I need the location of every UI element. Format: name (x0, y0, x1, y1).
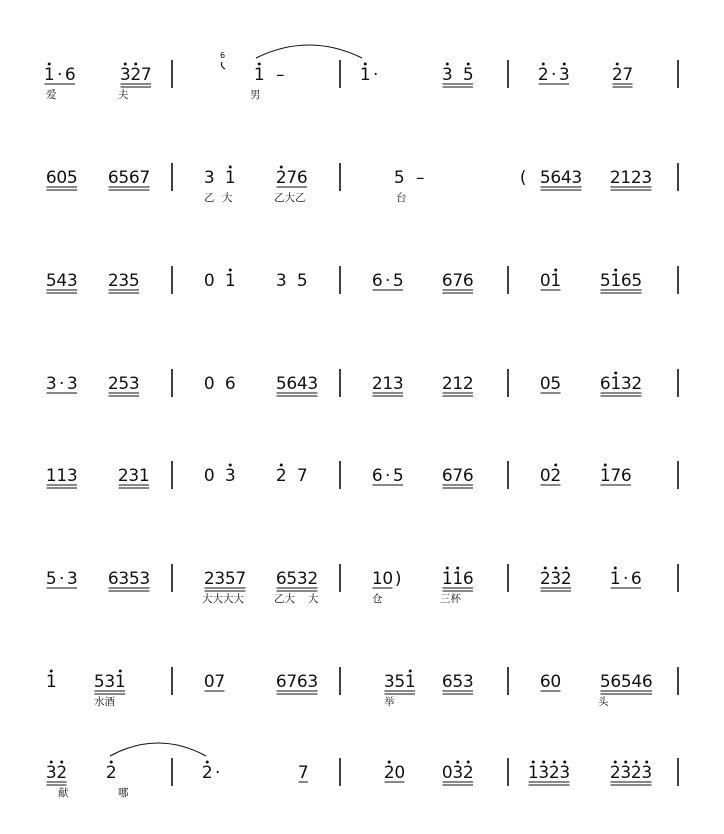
lyric-text: 哪 (118, 787, 129, 799)
note-digit: 2 (609, 763, 621, 783)
note-digit: – (276, 65, 285, 85)
note-digit: 5 (392, 271, 404, 291)
note-digit: 3 (214, 569, 226, 589)
note-digit: 2 (307, 569, 319, 589)
note-digit: 0 (539, 374, 551, 394)
note-digit: 7 (286, 672, 298, 692)
octave-dot (280, 166, 283, 169)
note-digit: 0 (203, 672, 215, 692)
note-digit: 5 (462, 65, 474, 85)
note-digit: 2 (630, 168, 642, 188)
note-digit: 4 (560, 168, 572, 188)
note-digit: 3 (203, 168, 215, 188)
note-digit: 2 (611, 65, 623, 85)
note-digit: 3 (66, 569, 78, 589)
octave-dot (280, 464, 283, 467)
note-digit: 7 (610, 466, 622, 486)
octave-dot (614, 269, 617, 272)
note-digit: 3 (383, 672, 395, 692)
note-digit: 3 (462, 672, 474, 692)
note-digit: 0 (382, 569, 394, 589)
lyric-text: 头 (598, 696, 609, 708)
note-digit: 6 (441, 672, 453, 692)
note-digit: ) (394, 569, 402, 589)
note-digit: 2 (117, 466, 129, 486)
note-digit: 1 (138, 466, 150, 486)
octave-dot (542, 761, 545, 764)
octave-dot (388, 761, 391, 764)
lyric-text: 爱 (46, 89, 57, 101)
note-digit: · (57, 65, 63, 85)
note-digit: 6 (630, 569, 642, 589)
note-digit: 5 (45, 271, 57, 291)
note-digit: 3 (452, 763, 464, 783)
note-digit: 1 (43, 65, 55, 85)
note-digit: 6 (462, 466, 474, 486)
note-digit: 3 (224, 466, 236, 486)
note-digit: 3 (118, 569, 130, 589)
note-digit: 7 (214, 672, 226, 692)
note-digit: 3 (128, 466, 140, 486)
octave-dot (124, 63, 127, 66)
note-digit: 1 (609, 569, 621, 589)
note-digit: 5 (118, 168, 130, 188)
note-digit: 3 (620, 374, 632, 394)
lyric-text: 男 (250, 89, 261, 101)
octave-dot (446, 63, 449, 66)
note-digit: 7 (140, 65, 152, 85)
note-digit: 6 (286, 374, 298, 394)
note-digit: 6 (641, 672, 653, 692)
octave-dot (604, 464, 607, 467)
note-digit: ( (519, 168, 527, 188)
octave-dot (616, 63, 619, 66)
note-digit: 5 (66, 168, 78, 188)
note-digit: 1 (452, 374, 464, 394)
octave-dot (229, 464, 232, 467)
octave-dot (563, 761, 566, 764)
note-digit: 1 (224, 271, 236, 291)
note-digit: 6 (539, 672, 551, 692)
note-digit: 3 (641, 763, 653, 783)
note-digit: 3 (66, 466, 78, 486)
note-digit: 0 (441, 763, 453, 783)
note-digit: 5 (599, 672, 611, 692)
octave-dot (563, 63, 566, 66)
note-digit: · (623, 569, 629, 589)
octave-dot (446, 567, 449, 570)
note-digit: 6 (441, 271, 453, 291)
note-digit: 0 (203, 271, 215, 291)
note-digit: 5 (394, 672, 406, 692)
note-digit: 2 (539, 569, 551, 589)
octave-dot (467, 761, 470, 764)
note-digit: 7 (296, 466, 308, 486)
note-digit: 0 (203, 374, 215, 394)
note-digit: 6 (550, 168, 562, 188)
note-digit: 2 (609, 168, 621, 188)
note-digit: 6 (599, 374, 611, 394)
slur-arc (110, 743, 206, 756)
octave-dot (554, 567, 557, 570)
note-digit: 1 (610, 271, 622, 291)
lyric-text: 夫 (118, 89, 129, 101)
lyric-text: 水酒 (94, 696, 115, 708)
lyric-text: 大 (222, 192, 233, 204)
note-digit: 3 (559, 763, 571, 783)
note-digit: 3 (66, 271, 78, 291)
note-digit: 7 (452, 271, 464, 291)
note-digit: 5 (452, 672, 464, 692)
octave-dot (532, 761, 535, 764)
octave-dot (554, 464, 557, 467)
note-digit: 6 (45, 168, 57, 188)
octave-dot (554, 269, 557, 272)
note-digit: 3 (558, 65, 570, 85)
note-digit: 1 (441, 569, 453, 589)
note-digit: 5 (631, 271, 643, 291)
note-digit: 5 (128, 271, 140, 291)
lyric-text: 乙 (204, 192, 215, 204)
note-digit: 5 (550, 374, 562, 394)
lyric-text: 乙大乙 (274, 192, 306, 204)
note-digit: 2 (130, 65, 142, 85)
note-digit: 3 (392, 374, 404, 394)
note-digit: 6 (64, 65, 76, 85)
note-digit: 3 (538, 763, 550, 783)
octave-dot (467, 63, 470, 66)
octave-dot (229, 269, 232, 272)
note-digit: · (551, 65, 557, 85)
octave-dot (206, 761, 209, 764)
note-digit: 6 (107, 168, 119, 188)
note-digit: 1 (359, 65, 371, 85)
note-digit: 2 (441, 374, 453, 394)
octave-dot (553, 761, 556, 764)
note-digit: · (373, 65, 379, 85)
note-digit: 3 (119, 65, 131, 85)
note-digit: 3 (45, 374, 57, 394)
note-digit: 1 (452, 569, 464, 589)
note-digit: 3 (550, 569, 562, 589)
note-digit: 6 (441, 466, 453, 486)
note-digit: 2 (203, 569, 215, 589)
lyric-text: 献 (58, 787, 69, 799)
note-digit: 3 (641, 168, 653, 188)
note-digit: 1 (371, 569, 383, 589)
note-digit: · (385, 271, 391, 291)
note-digit: 2 (462, 763, 474, 783)
note-digit: 0 (539, 271, 551, 291)
note-digit: 2 (275, 168, 287, 188)
slur-arc (256, 45, 362, 58)
note-digit: 2 (548, 763, 560, 783)
note-digit: 3 (307, 672, 319, 692)
note-digit: 3 (66, 374, 78, 394)
lyric-text: 台 (396, 192, 407, 204)
note-digit: 2 (631, 374, 643, 394)
note-digit: 5 (118, 374, 130, 394)
lyric-text: 举 (384, 696, 395, 708)
note-digit: 3 (296, 569, 308, 589)
note-digit: 1 (599, 466, 611, 486)
note-digit: 2 (107, 374, 119, 394)
note-digit: 3 (307, 374, 319, 394)
note-digit: 1 (382, 374, 394, 394)
note-digit: 7 (139, 168, 151, 188)
note-digit: 1 (527, 763, 539, 783)
lyric-text: 大大大大 (202, 593, 244, 605)
note-digit: 6 (462, 271, 474, 291)
note-digit: 5 (45, 569, 57, 589)
octave-dot (614, 567, 617, 570)
octave-dot (614, 372, 617, 375)
octave-dot (624, 761, 627, 764)
octave-dot (364, 63, 367, 66)
octave-dot (119, 670, 122, 673)
note-digit: 1 (253, 65, 265, 85)
note-digit: · (59, 569, 65, 589)
octave-dot (229, 166, 232, 169)
note-digit: 1 (45, 672, 57, 692)
note-digit: 5 (393, 168, 405, 188)
note-digit: · (215, 763, 221, 783)
note-digit: 6 (275, 672, 287, 692)
note-digit: 3 (128, 374, 140, 394)
note-digit: 6 (224, 374, 236, 394)
note-digit: 5 (539, 168, 551, 188)
note-digit: 6 (371, 271, 383, 291)
note-digit: 4 (631, 672, 643, 692)
note-digit: 7 (622, 65, 634, 85)
note-digit: 7 (235, 569, 247, 589)
note-digit: 6 (296, 168, 308, 188)
note-digit: · (59, 374, 65, 394)
octave-dot (134, 63, 137, 66)
note-digit: 2 (630, 763, 642, 783)
note-digit: 3 (139, 569, 151, 589)
note-digit: 2 (560, 569, 572, 589)
octave-dot (614, 761, 617, 764)
note-digit: 5 (599, 271, 611, 291)
octave-dot (635, 761, 638, 764)
note-digit: 2 (107, 271, 119, 291)
note-digit: 2 (537, 65, 549, 85)
note-digit: 4 (296, 374, 308, 394)
lyric-text: 大 (308, 593, 319, 605)
note-digit: 2 (371, 374, 383, 394)
note-digit: 3 (118, 271, 130, 291)
note-digit: 6 (620, 271, 632, 291)
note-digit: 2 (105, 763, 117, 783)
octave-dot (50, 670, 53, 673)
note-digit: 1 (224, 168, 236, 188)
note-digit: 1 (550, 271, 562, 291)
note-digit: 6 (462, 569, 474, 589)
octave-dot (645, 761, 648, 764)
octave-dot (258, 63, 261, 66)
lyric-text: 乙大 (274, 593, 295, 605)
note-digit: 3 (45, 763, 57, 783)
octave-dot (48, 63, 51, 66)
grace-tie (221, 62, 225, 69)
octave-dot (456, 567, 459, 570)
octave-dot (544, 567, 547, 570)
note-digit: 5 (275, 374, 287, 394)
note-digit: 2 (275, 466, 287, 486)
note-digit: 1 (56, 466, 68, 486)
note-digit: 6 (275, 569, 287, 589)
note-digit: 1 (45, 466, 57, 486)
note-digit: 1 (620, 168, 632, 188)
note-digit: 1 (610, 374, 622, 394)
note-digit: 2 (383, 763, 395, 783)
note-digit: 6 (620, 466, 632, 486)
note-digit: 3 (571, 168, 583, 188)
note-digit: 1 (404, 672, 416, 692)
note-digit: 2 (201, 763, 213, 783)
note-digit: 3 (275, 271, 287, 291)
octave-dot (60, 761, 63, 764)
note-digit: 6 (296, 672, 308, 692)
note-digit: 4 (56, 271, 68, 291)
note-digit: 3 (104, 672, 116, 692)
note-digit: 0 (203, 466, 215, 486)
note-digit: 5 (128, 569, 140, 589)
note-digit: 3 (620, 763, 632, 783)
note-digit: 7 (286, 168, 298, 188)
octave-dot (565, 567, 568, 570)
note-digit: 0 (394, 763, 406, 783)
lyric-text: 仓 (372, 593, 383, 605)
grace-note: 6 (220, 51, 226, 60)
note-digit: 5 (93, 672, 105, 692)
note-digit: 7 (452, 466, 464, 486)
note-digit: 3 (441, 65, 453, 85)
note-digit: 6 (371, 466, 383, 486)
note-digit: 6 (128, 168, 140, 188)
octave-dot (542, 63, 545, 66)
note-digit: 5 (224, 569, 236, 589)
note-digit: 0 (56, 168, 68, 188)
note-digit: 1 (114, 672, 126, 692)
note-digit: 5 (392, 466, 404, 486)
octave-dot (110, 761, 113, 764)
note-digit: 6 (107, 569, 119, 589)
note-digit: 7 (297, 763, 309, 783)
note-digit: 6 (610, 672, 622, 692)
note-digit: 2 (550, 466, 562, 486)
octave-dot (409, 670, 412, 673)
note-digit: 5 (296, 271, 308, 291)
octave-dot (456, 761, 459, 764)
note-digit: 0 (550, 672, 562, 692)
note-digit: 2 (462, 374, 474, 394)
note-digit: 2 (56, 763, 68, 783)
note-digit: · (385, 466, 391, 486)
note-digit: 0 (539, 466, 551, 486)
note-digit: 5 (620, 672, 632, 692)
note-digit: – (416, 168, 425, 188)
lyric-text: 三杯 (440, 593, 461, 605)
note-digit: 5 (286, 569, 298, 589)
octave-dot (50, 761, 53, 764)
